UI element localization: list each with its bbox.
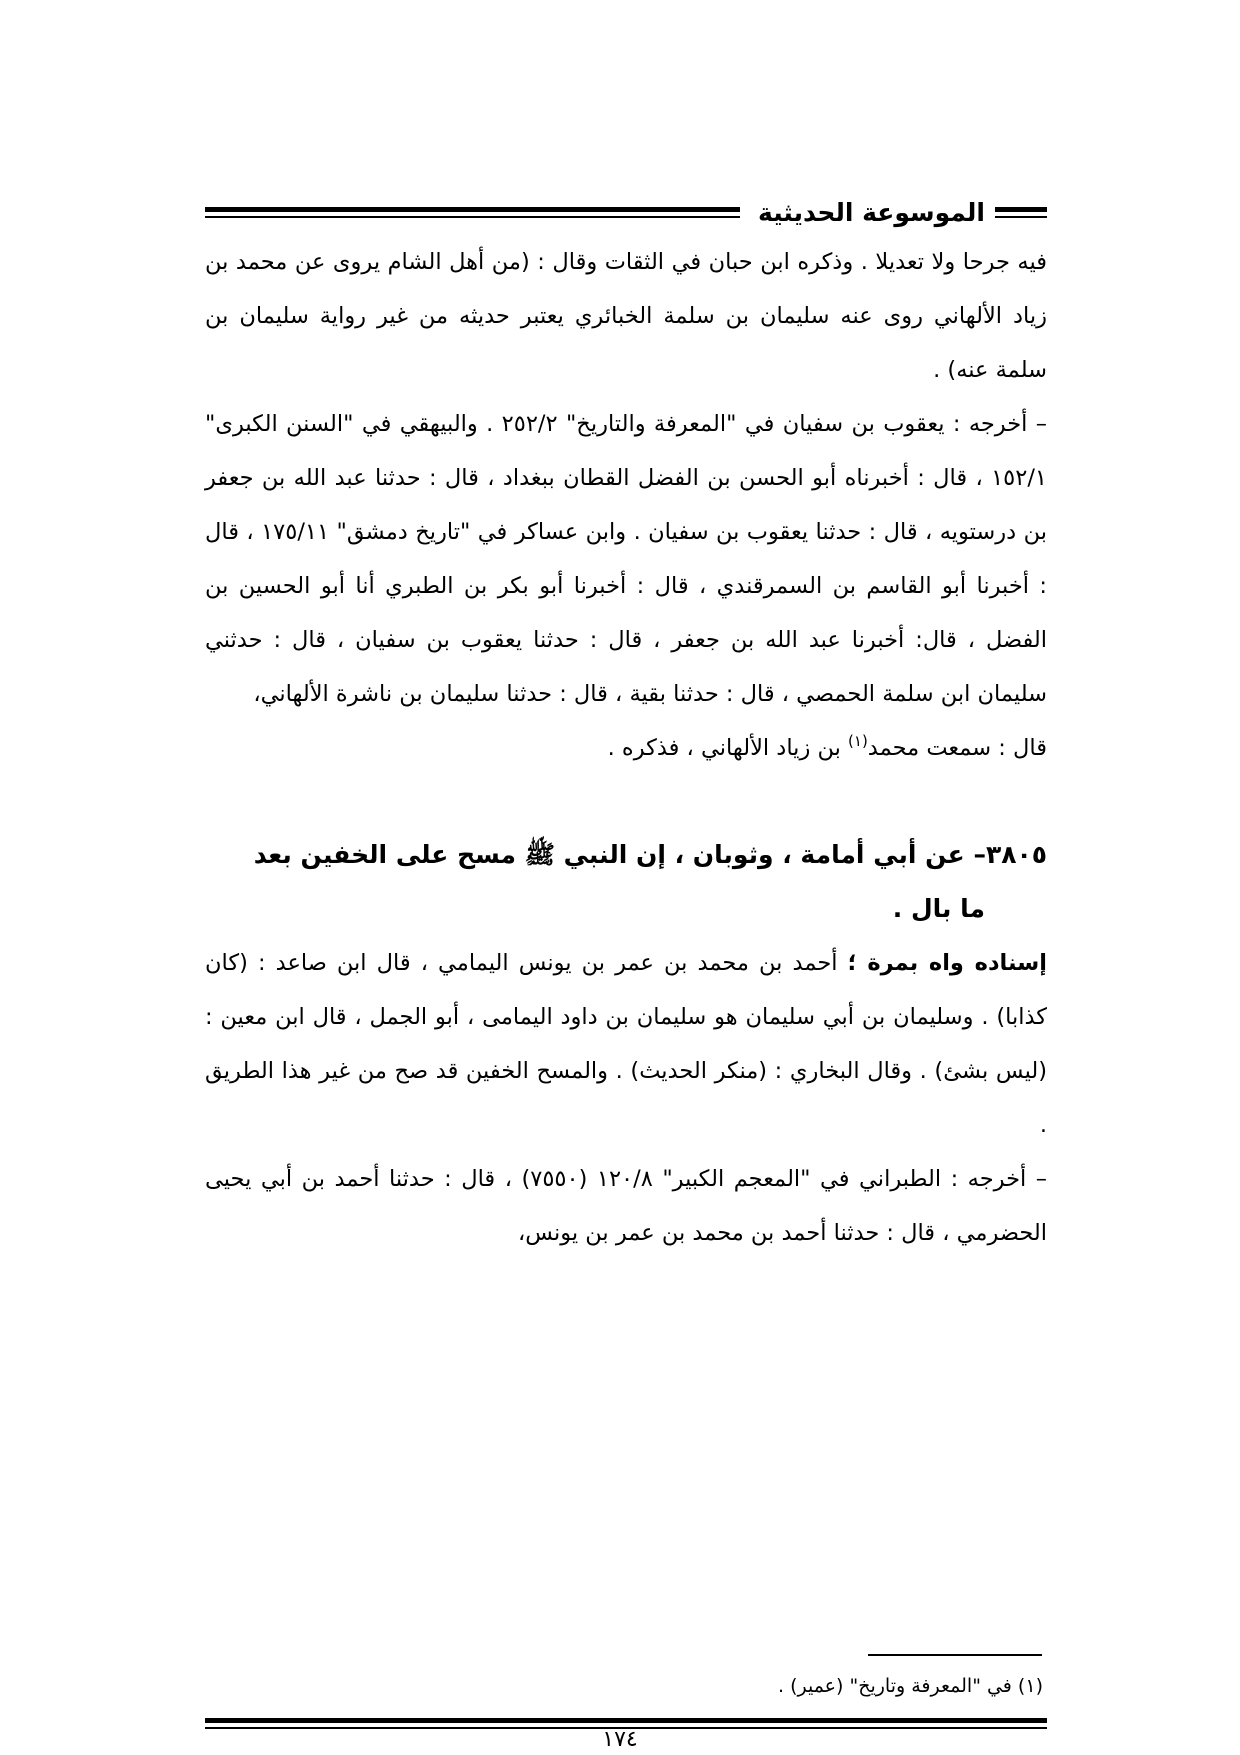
top-text bbox=[205, 235, 1047, 775]
lower-text bbox=[205, 936, 1047, 1260]
header-rule-left bbox=[205, 205, 740, 219]
page-header bbox=[205, 190, 1047, 234]
last-line-before: قال : سمعت محمد bbox=[867, 735, 1047, 761]
header-title: الموسوعة الحديثية bbox=[758, 197, 985, 227]
paragraph-isnad bbox=[205, 936, 1047, 1152]
paragraph-continuation: فيه جرحا ولا تعديلا . وذكره ابن حبان في الثقات وقال : (من أهل الشام يروى عن محمد بن زياد الألهاني روى عنه سليمان بن سلمة الخبائري يعتبر حديثه من غير رواية سليمان بن سلمة عنه) . bbox=[205, 249, 1047, 383]
page-number: ١٧٤ bbox=[602, 1727, 638, 1752]
last-line-after: بن زياد الألهاني ، فذكره . bbox=[607, 735, 849, 761]
footnote: (١) في "المعرفة وتاريخ" (عمير) . bbox=[777, 1675, 1043, 1697]
paragraph-last-line bbox=[205, 721, 1047, 775]
paragraph-takhrij-2: – أخرجه : الطبراني في "المعجم الكبير" ١٢٠/٨ (٧٥٥٠) ، قال : حدثنا أحمد بن أبي يحيى الحضرمي ، قال : حدثنا أحمد بن محمد بن عمر بن يونس، bbox=[205, 1166, 1047, 1246]
footnote-separator bbox=[868, 1654, 1042, 1656]
paragraph-takhrij-1: – أخرجه : يعقوب بن سفيان في "المعرفة والتاريخ" ٢٥٢/٢ . والبيهقي في "السنن الكبرى" ١٥٢/١ ، قال : أخبرناه أبو الحسن بن الفضل القطان ببغداد ، قال : حدثنا عبد الله بن جعفر بن درستويه ، قال : حدثنا يعقوب بن سفيان . وابن عساكر في "تاريخ دمشق" ١٧٥/١١ ، قال : أخبرنا أبو القاسم بن السمرقندي ، قال : أخبرنا أبو بكر بن الطبري أنا أبو الحسين بن الفضل ، قال: أخبرنا عبد الله بن جعفر ، قال : حدثنا يعقوب بن سفيان ، قال : حدثني سليمان ابن سلمة الحمصي ، قال : حدثنا بقية ، قال : حدثنا سليمان بن ناشرة الألهاني، bbox=[205, 411, 1047, 707]
footnote-marker: (١) bbox=[848, 732, 868, 750]
header-rule-right bbox=[995, 205, 1047, 219]
isnad-text: أحمد بن محمد بن عمر بن يونس اليمامي ، قال ابن صاعد : (كان كذابا) . وسليمان بن أبي سليمان هو سليمان بن داود اليمامى ، أبو الجمل ، قال ابن معين : (ليس بشئ) . وقال البخاري : (منكر الحديث) . والمسح الخفين قد صح من غير هذا الطريق . bbox=[205, 950, 1047, 1138]
hadith-line-1: ٣٨٠٥– عن أبي أمامة ، وثوبان ، إن النبي ﷺ مسح على الخفين بعد bbox=[253, 840, 1047, 869]
hadith-text bbox=[205, 828, 1047, 936]
hadith-line-2: ما بال . bbox=[892, 894, 985, 923]
isnad-lead: إسناده واه بمرة ؛ bbox=[847, 950, 1047, 976]
